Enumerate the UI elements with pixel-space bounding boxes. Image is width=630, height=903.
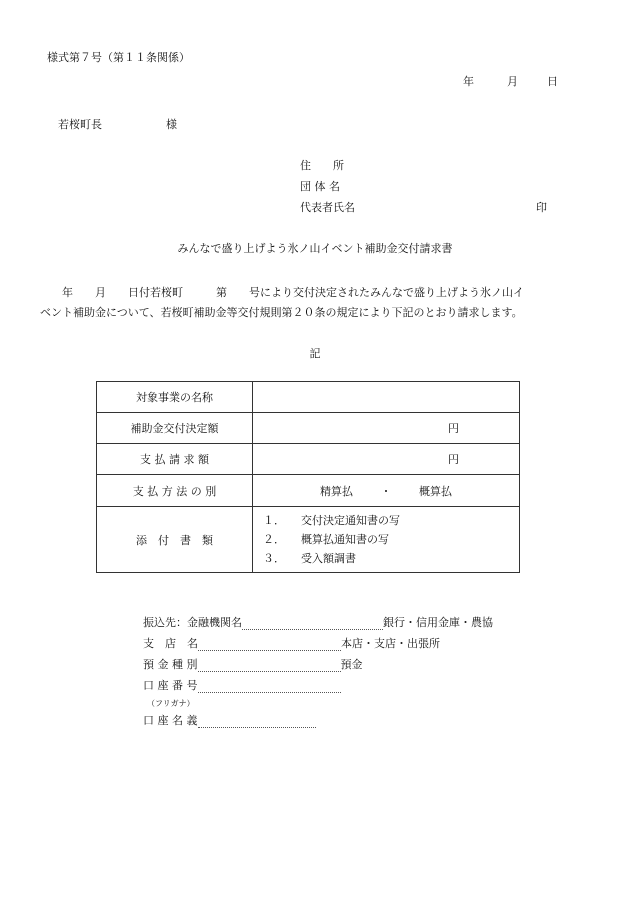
date-year: 年 [463, 75, 474, 88]
payment-method-label: 支 払 方 法 の 別 [97, 475, 253, 507]
method-separator: ・ [380, 484, 392, 498]
form-number: 様式第７号（第１１条関係） [47, 51, 190, 64]
table-row [97, 413, 520, 444]
decided-amount-label: 補助金交付決定額 [97, 413, 253, 444]
bank-name-field[interactable] [242, 617, 383, 630]
deposit-type-label: 預 金 種 別 [143, 658, 198, 671]
address-label: 住 所 [300, 159, 344, 172]
branch-field[interactable] [198, 638, 341, 651]
method-settlement[interactable]: 精算払 [320, 484, 353, 498]
document-title: みんなで盛り上げよう氷ノ山イベント補助金交付請求書 [177, 242, 453, 255]
addressee [58, 116, 177, 132]
project-name-label: 対象事業の名称 [97, 382, 253, 413]
account-number-field[interactable] [198, 680, 341, 693]
table-row [97, 444, 520, 475]
representative-label: 代表者氏名 [300, 201, 355, 214]
bank-type-suffix: 銀行・信用金庫・農協 [383, 616, 493, 629]
body-paragraph [40, 283, 595, 323]
bank-name-label: 振込先：金融機関名 [143, 616, 242, 629]
body-line-1: 年 月 日付若桜町 第 号により交付決定されたみんなで盛り上げよう氷ノ山イ [40, 286, 524, 299]
list-item: ２． 概算払通知書の写 [263, 533, 389, 546]
account-number-label: 口 座 番 号 [143, 679, 198, 692]
account-holder-field[interactable] [198, 715, 316, 728]
account-holder-label: 口 座 名 義 [143, 714, 198, 727]
date-month: 月 [507, 75, 518, 88]
deposit-suffix: 預金 [340, 658, 363, 671]
date-day: 日 [547, 75, 558, 88]
group-name-label: 団 体 名 [300, 180, 340, 193]
request-amount-label: 支 払 請 求 額 [97, 444, 253, 475]
branch-suffix: 本店・支店・出張所 [341, 637, 440, 650]
request-table [96, 381, 520, 573]
attachments-label: 添 付 書 類 [97, 507, 253, 573]
request-amount-field[interactable] [253, 444, 520, 475]
ki-heading: 記 [309, 347, 321, 360]
project-name-field[interactable] [253, 382, 520, 413]
table-row [97, 475, 520, 507]
addressee-name: 若桜町長 [58, 118, 102, 131]
branch-label: 支 店 名 [143, 637, 198, 650]
applicant-block [300, 157, 560, 220]
list-item: １． 交付決定通知書の写 [263, 514, 400, 527]
list-item: ３． 受入額調書 [263, 552, 356, 565]
yen-unit: 円 [448, 453, 459, 466]
decided-amount-field[interactable] [253, 413, 520, 444]
table-row [97, 382, 520, 413]
seal-mark: 印 [536, 201, 547, 214]
yen-unit: 円 [448, 422, 459, 435]
table-row [97, 507, 520, 573]
attachments-list [253, 507, 520, 573]
body-line-2: ベント補助金について、若桜町補助金等交付規則第２０条の規定により下記のとおり請求します。 [40, 306, 523, 319]
method-advance[interactable]: 概算払 [419, 484, 452, 498]
payment-method-options [253, 475, 520, 507]
deposit-type-field[interactable] [198, 659, 341, 672]
addressee-honorific: 様 [166, 118, 177, 131]
furigana-label: （フリガナ） [147, 699, 195, 708]
bank-transfer-block [143, 614, 543, 733]
